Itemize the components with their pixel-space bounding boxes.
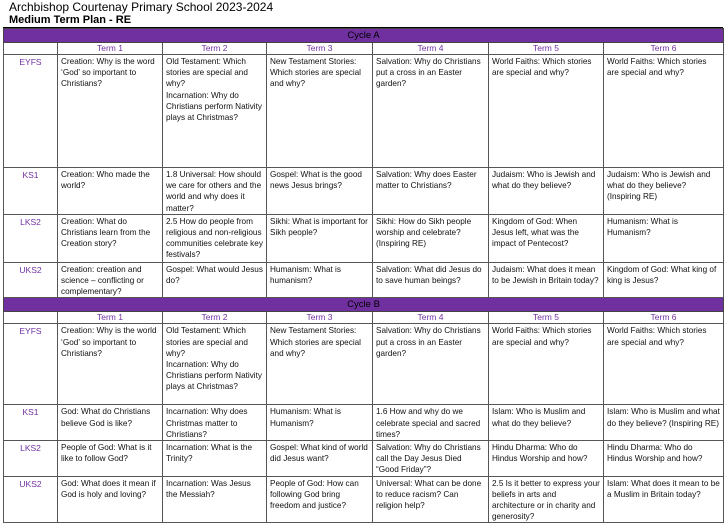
stage-label: LKS2 bbox=[4, 214, 58, 262]
plan-cell: Creation: Why is the word ‘God’ so important to Christians? bbox=[58, 55, 163, 168]
plan-cell: Creation: Who made the world? bbox=[58, 168, 163, 215]
term-header-blank bbox=[4, 312, 58, 324]
stage-row bbox=[4, 324, 724, 405]
term-header: Term 4 bbox=[373, 312, 489, 324]
plan-cell: Salvation: Why do Christians put a cross in an Easter garden? bbox=[373, 55, 489, 168]
cycle-header-row bbox=[4, 29, 724, 43]
cycle-title: Cycle A bbox=[4, 29, 724, 43]
term-header: Term 5 bbox=[489, 43, 604, 55]
plan-cell: Judaism: Who is Jewish and what do they believe? bbox=[489, 168, 604, 215]
plan-cell: Creation: What do Christians learn from the Creation story? bbox=[58, 214, 163, 262]
cycle-title: Cycle B bbox=[4, 298, 724, 312]
plan-cell: New Testament Stories: Which stories are special and why? bbox=[267, 324, 373, 405]
plan-cell: Islam: Who is Muslim and what do they believe? (Inspiring RE) bbox=[604, 405, 724, 441]
plan-cell: World Faiths: Which stories are special and why? bbox=[604, 324, 724, 405]
plan-cell: Hindu Dharma: Who do Hindus Worship and how? bbox=[489, 441, 604, 477]
plan-table bbox=[3, 28, 724, 523]
stage-row bbox=[4, 168, 724, 215]
plan-cell: Gospel: What kind of world did Jesus want? bbox=[267, 441, 373, 477]
stage-label: UKS2 bbox=[4, 476, 58, 523]
plan-cell: Judaism: Who is Jewish and what do they believe? (Inspiring RE) bbox=[604, 168, 724, 215]
stage-label: UKS2 bbox=[4, 262, 58, 298]
plan-cell: Incarnation: Was Jesus the Messiah? bbox=[163, 476, 267, 523]
plan-cell: People of God: What is it like to follow God? bbox=[58, 441, 163, 477]
stage-row bbox=[4, 405, 724, 441]
term-header-row bbox=[4, 43, 724, 55]
term-header: Term 2 bbox=[163, 43, 267, 55]
term-header: Term 3 bbox=[267, 312, 373, 324]
plan-cell: World Faiths: Which stories are special and why? bbox=[489, 324, 604, 405]
plan-cell: Gospel: What is the good news Jesus brings? bbox=[267, 168, 373, 215]
plan-cell: God: What do Christians believe God is like? bbox=[58, 405, 163, 441]
term-header: Term 4 bbox=[373, 43, 489, 55]
plan-cell: New Testament Stories: Which stories are special and why? bbox=[267, 55, 373, 168]
plan-cell: Sikhi: How do Sikh people worship and celebrate? (Inspiring RE) bbox=[373, 214, 489, 262]
plan-cell: Sikhi: What is important for Sikh people? bbox=[267, 214, 373, 262]
stage-label: EYFS bbox=[4, 324, 58, 405]
plan-cell: 1.8 Universal: How should we care for others and the world and why does it matter? bbox=[163, 168, 267, 215]
plan-cell: Salvation: What did Jesus do to save human beings? bbox=[373, 262, 489, 298]
plan-cell: Salvation: Why does Easter matter to Christians? bbox=[373, 168, 489, 215]
plan-cell: Creation: creation and science – conflicting or complementary? bbox=[58, 262, 163, 298]
plan-table-body bbox=[4, 29, 724, 523]
stage-row bbox=[4, 441, 724, 477]
stage-row bbox=[4, 476, 724, 523]
term-header: Term 3 bbox=[267, 43, 373, 55]
term-header: Term 2 bbox=[163, 312, 267, 324]
plan-cell: Hindu Dharma: Who do Hindus Worship and how? bbox=[604, 441, 724, 477]
plan-cell: People of God: How can following God bring freedom and justice? bbox=[267, 476, 373, 523]
plan-cell: Humanism: What is Humanism? bbox=[604, 214, 724, 262]
plan-cell: Gospel: What would Jesus do? bbox=[163, 262, 267, 298]
plan-cell: 2.5 How do people from religious and non-religious communities celebrate key festivals? bbox=[163, 214, 267, 262]
plan-cell: World Faiths: Which stories are special and why? bbox=[489, 55, 604, 168]
stage-row bbox=[4, 55, 724, 168]
plan-cell: Kingdom of God: When Jesus left, what was the impact of Pentecost? bbox=[489, 214, 604, 262]
document bbox=[3, 1, 723, 523]
plan-cell: Islam: Who is Muslim and what do they believe? bbox=[489, 405, 604, 441]
plan-cell: Salvation: Why do Christians put a cross in an Easter garden? bbox=[373, 324, 489, 405]
stage-label: KS1 bbox=[4, 168, 58, 215]
plan-cell: Islam: What does it mean to be a Muslim in Britain today? bbox=[604, 476, 724, 523]
plan-cell: Old Testament: Which stories are special and why? Incarnation: Why do Christians perform Nativity plays at Christmas? bbox=[163, 324, 267, 405]
term-header: Term 6 bbox=[604, 43, 724, 55]
stage-label: EYFS bbox=[4, 55, 58, 168]
plan-cell: Creation: Why is the world ‘God’ so important to Christians? bbox=[58, 324, 163, 405]
term-header: Term 1 bbox=[58, 312, 163, 324]
plan-cell: Salvation: Why do Christians call the Day Jesus Died “Good Friday”? bbox=[373, 441, 489, 477]
plan-cell: Kingdom of God: What king of king is Jesus? bbox=[604, 262, 724, 298]
plan-cell: God: What does it mean if God is holy and loving? bbox=[58, 476, 163, 523]
term-header-blank bbox=[4, 43, 58, 55]
plan-cell: Humanism: What is humanism? bbox=[267, 262, 373, 298]
stage-row bbox=[4, 214, 724, 262]
plan-cell: Incarnation: What is the Trinity? bbox=[163, 441, 267, 477]
term-header-row bbox=[4, 312, 724, 324]
plan-cell: 1.6 How and why do we celebrate special and sacred times? bbox=[373, 405, 489, 441]
stage-label: LKS2 bbox=[4, 441, 58, 477]
stage-label: KS1 bbox=[4, 405, 58, 441]
cycle-header-row bbox=[4, 298, 724, 312]
plan-cell: World Faiths: Which stories are special and why? bbox=[604, 55, 724, 168]
school-name: Archbishop Courtenay Primary School 2023-2024 bbox=[9, 0, 274, 14]
plan-cell: Universal: What can be done to reduce racism? Can religion help? bbox=[373, 476, 489, 523]
stage-row bbox=[4, 262, 724, 298]
term-header: Term 1 bbox=[58, 43, 163, 55]
plan-cell: 2.5 Is it better to express your beliefs in arts and architecture or in charity and generosity? bbox=[489, 476, 604, 523]
term-header: Term 5 bbox=[489, 312, 604, 324]
plan-cell: Old Testament: Which stories are special and why? Incarnation: Why do Christians perform Nativity plays at Christmas? bbox=[163, 55, 267, 168]
plan-cell: Humanism: What is Humanism? bbox=[267, 405, 373, 441]
term-header: Term 6 bbox=[604, 312, 724, 324]
plan-cell: Judaism: What does it mean to be Jewish in Britain today? bbox=[489, 262, 604, 298]
plan-cell: Incarnation: Why does Christmas matter to Christians? bbox=[163, 405, 267, 441]
page-title: Medium Term Plan - RE bbox=[3, 14, 723, 28]
